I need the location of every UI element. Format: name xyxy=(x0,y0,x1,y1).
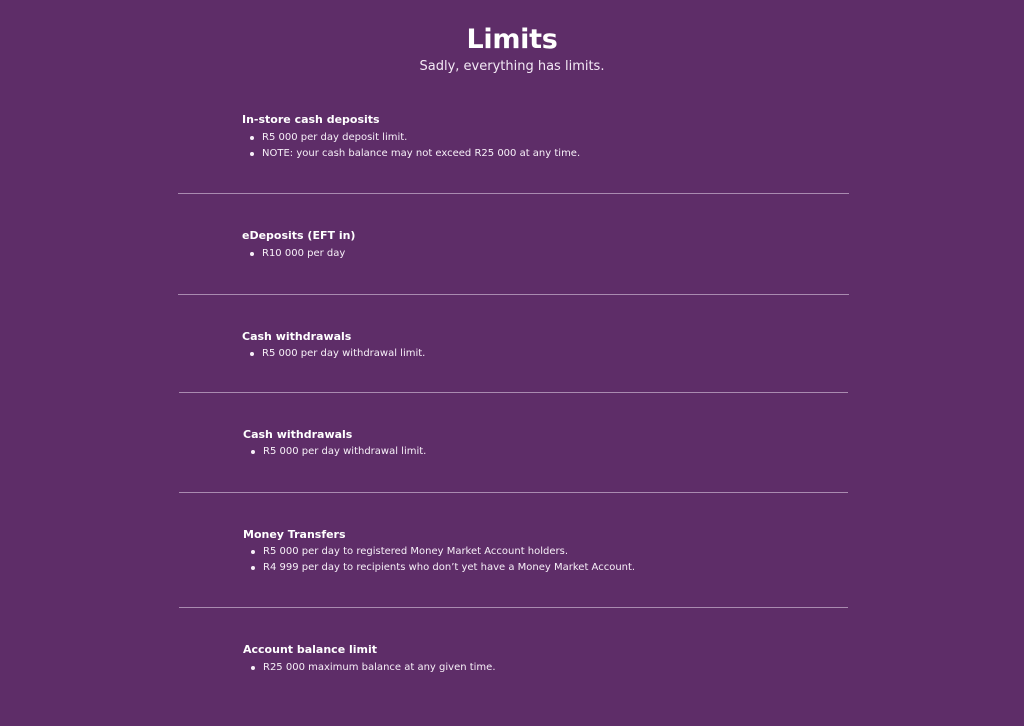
bullet-list xyxy=(242,130,580,162)
list-item: R25 000 maximum balance at any given time. xyxy=(243,660,496,676)
bullet-list xyxy=(243,444,426,460)
list-item: R4 999 per day to recipients who don’t yet have a Money Market Account. xyxy=(243,560,635,576)
list-item: R5 000 per day to registered Money Market Account holders. xyxy=(243,544,635,560)
page-title: Limits xyxy=(466,24,558,55)
section-divider xyxy=(179,607,848,608)
section-title: Money Transfers xyxy=(243,528,346,541)
list-item: R5 000 per day withdrawal limit. xyxy=(243,444,426,460)
list-item: R10 000 per day xyxy=(242,246,345,262)
section-divider xyxy=(179,392,848,393)
list-item: R5 000 per day deposit limit. xyxy=(242,130,580,146)
section-divider xyxy=(179,492,848,493)
section-title: In-store cash deposits xyxy=(242,113,380,126)
bullet-list xyxy=(242,246,345,262)
page-subtitle: Sadly, everything has limits. xyxy=(419,59,605,74)
section-title: Cash withdrawals xyxy=(243,428,353,441)
section-title: Account balance limit xyxy=(243,643,378,656)
bullet-list xyxy=(243,544,635,576)
section-title: eDeposits (EFT in) xyxy=(242,229,356,242)
section-divider xyxy=(178,294,849,295)
list-item: NOTE: your cash balance may not exceed R25 000 at any time. xyxy=(242,146,580,162)
list-item: R5 000 per day withdrawal limit. xyxy=(242,346,425,362)
bullet-list xyxy=(243,660,496,676)
bullet-list xyxy=(242,346,425,362)
section-divider xyxy=(178,193,849,194)
page-header xyxy=(0,22,1024,76)
section-title: Cash withdrawals xyxy=(242,330,352,343)
